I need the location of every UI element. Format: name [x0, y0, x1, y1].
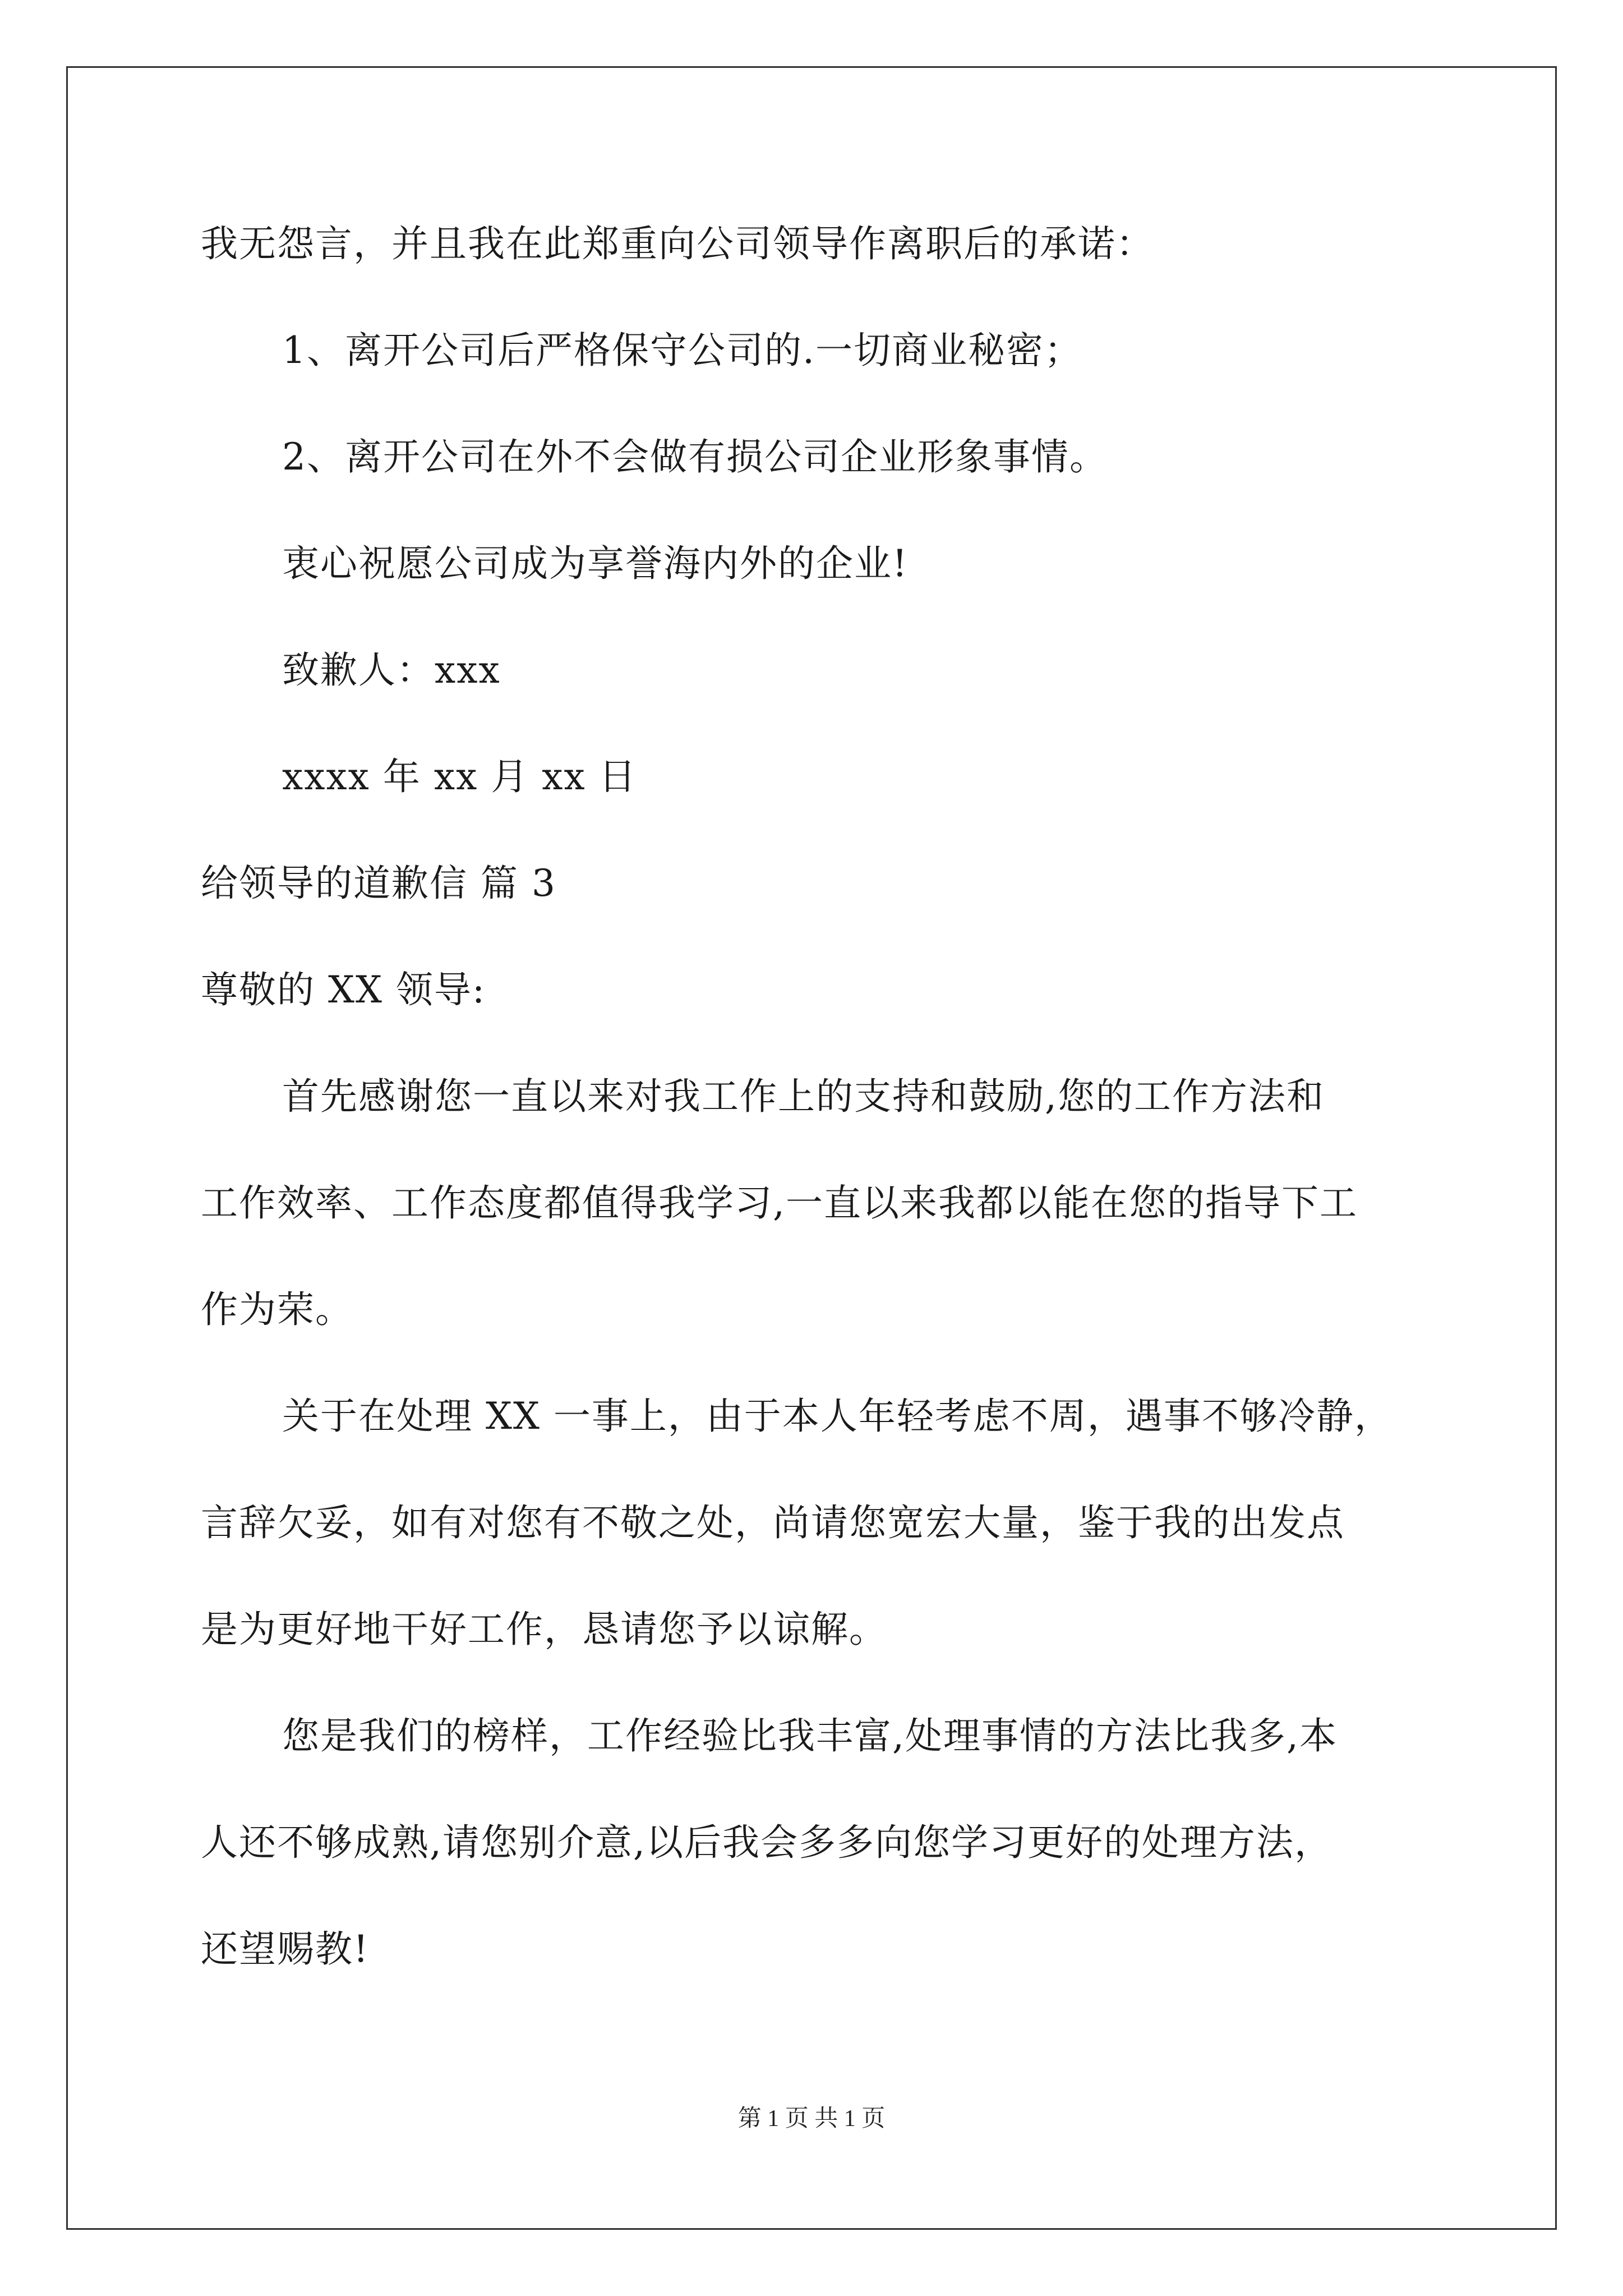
section-heading: 给领导的道歉信 篇 3 — [201, 862, 556, 905]
paragraph-1-line-2: 工作效率、工作态度都值得我学习,一直以来我都以能在您的指导下工 — [201, 1181, 1358, 1225]
signer: 致歉人：xxx — [282, 648, 501, 692]
paragraph-1-line-3: 作为荣。 — [201, 1288, 353, 1331]
best-wishes: 衷心祝愿公司成为享誉海内外的企业! — [282, 542, 909, 585]
page-number-footer: 第 1 页 共 1 页 — [737, 2106, 886, 2132]
paragraph-2-line-1: 关于在处理 XX 一事上，由于本人年轻考虑不周，遇事不够冷静， — [282, 1395, 1393, 1438]
paragraph-3-line-2: 人还不够成熟,请您别介意,以后我会多多向您学习更好的处理方法， — [201, 1821, 1332, 1864]
paragraph-3-line-3: 还望赐教! — [201, 1927, 370, 1971]
paragraph-2-line-2: 言辞欠妥，如有对您有不敬之处，尚请您宽宏大量，鉴于我的出发点 — [201, 1501, 1345, 1544]
paragraph-3-line-1: 您是我们的榜样，工作经验比我丰富,处理事情的方法比我多,本 — [282, 1714, 1338, 1757]
paragraph-2-line-3: 是为更好地干好工作，恳请您予以谅解。 — [201, 1608, 887, 1651]
promise-item-1: 1、离开公司后严格保守公司的.一切商业秘密； — [282, 329, 1082, 372]
salutation: 尊敬的 XX 领导: — [201, 968, 486, 1011]
paragraph-1-line-1: 首先感谢您一直以来对我工作上的支持和鼓励,您的工作方法和 — [282, 1075, 1325, 1118]
date: xxxx 年 xx 月 xx 日 — [282, 755, 637, 798]
page-border — [66, 66, 1557, 2230]
closing-statement: 我无怨言，并且我在此郑重向公司领导作离职后的承诺： — [201, 222, 1154, 265]
promise-item-2: 2、离开公司在外不会做有损公司企业形象事情。 — [282, 435, 1108, 478]
